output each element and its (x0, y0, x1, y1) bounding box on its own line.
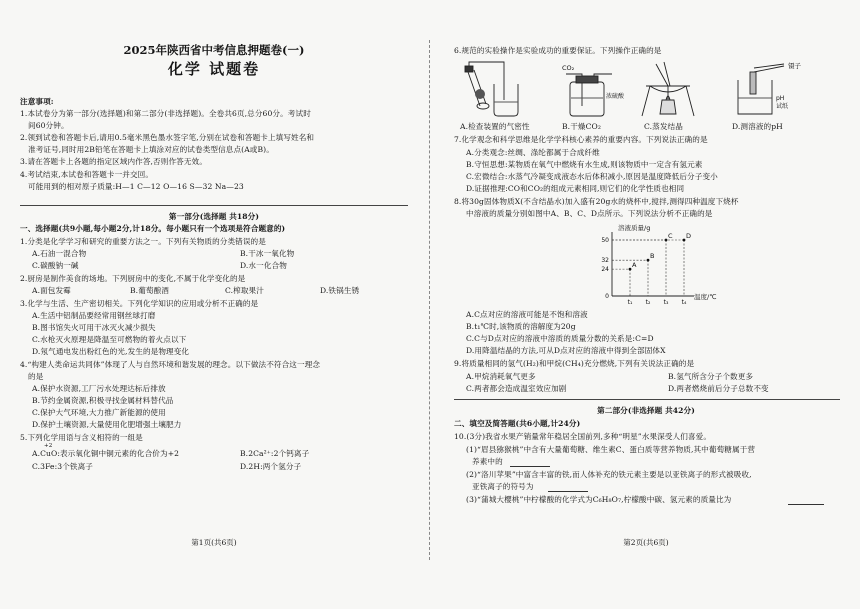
q2-option-d: D.铁锅生锈 (320, 286, 360, 295)
chart-point (683, 239, 686, 242)
section1-heading: 一、选择题(共9小题,每小题2分,计18分。每小题只有一个选项是符合题意的) (20, 224, 286, 233)
label-tweezer: 镊子 (788, 62, 801, 70)
q7-option-b: B.守恒思想:某物质在氧气中燃烧有水生成,则该物质中一定含有氢元素 (466, 160, 703, 169)
chart-point (629, 268, 632, 271)
chart-point-label: D (686, 232, 692, 240)
q1-option-b: B.干冰一氧化物 (240, 249, 295, 258)
subject-title: 化学 试题卷 (167, 60, 261, 78)
label-acid: 浓硫酸 (606, 93, 625, 100)
right-page (432, 0, 860, 609)
q8-option-b: B.t₁℃时,该物质的溶解度为20g (466, 322, 576, 331)
q4-stem: 4.“构建人类命运共同体”体现了人与自然环境和谐发展的理念。以下做法不符合这一理念 (20, 360, 321, 369)
q4-stem-cont: 的是 (28, 372, 44, 381)
q7-option-c: C.宏微结合:水蒸气冷凝变成液态水后体积减小,原因是温度降低后分子变小 (466, 172, 718, 181)
q5-option-d: D.2H:两个氢分子 (240, 462, 302, 471)
section2-heading: 二、填空及简答题(共6小题,计24分) (454, 419, 581, 428)
chart-x-tick-label: t₄ (681, 299, 687, 304)
q10-sub2: (2)“洛川苹果”中富含丰富的铁,而人体补充的铁元素主要是以亚铁离子的形式被吸收, (466, 470, 752, 479)
q3-stem: 3.化学与生活、生产密切相关。下列化学知识的应用或分析不正确的是 (20, 299, 259, 308)
q8-stem: 8.将30g固体物质X(不含结晶水)加入盛有20g水的烧杯中,搅拌,测得四种温度下烧杯 (454, 197, 739, 206)
q5-option-c: C.3Fe:3个铁离子 (32, 462, 93, 471)
q4-option-d: D.保护土壤资源,大量使用化肥增强土壤肥力 (32, 420, 182, 429)
chart-x-tick-label: t₁ (627, 299, 633, 304)
apparatus-a-airtightness (465, 62, 518, 116)
q8-solution-mass-chart (582, 222, 732, 304)
apparatus-d-ph-test (738, 61, 802, 114)
q6-option-d: D.测溶液的pH (732, 122, 783, 131)
q3-option-c: C.水枪灭火原理是降温至可燃物的着火点以下 (32, 335, 187, 344)
q10-sub2-cont: 亚铁离子的符号为 (472, 482, 534, 491)
divider (454, 399, 840, 400)
notice-line: 1.本试卷分为第一部分(选择题)和第二部分(非选择题)。全卷共6页,总分60分。考试时 (20, 109, 311, 118)
notice-heading: 注意事项: (20, 97, 54, 106)
page-footer: 第1页(共6页) (191, 538, 237, 547)
answer-blank (510, 466, 550, 467)
q9-option-c: C.两者都会造成温室效应加剧 (466, 384, 567, 393)
q8-option-d: D.用降温结晶的方法,可从D点对应的溶液中得到全部固体X (466, 346, 666, 355)
notice-line: 4.考试结束,本试卷和答题卡一并交回。 (20, 170, 154, 179)
q3-option-b: B.图书馆失火可用干冰灭火减少损失 (32, 323, 156, 332)
q9-option-d: D.两者燃烧前后分子总数不变 (668, 384, 769, 393)
q9-option-a: A.甲烷消耗氧气更多 (466, 372, 536, 381)
chart-point-label: B (650, 252, 655, 261)
exam-title: 2025年陕西省中考信息押题卷(一) (123, 43, 305, 57)
answer-blank (548, 491, 588, 492)
notice-line: 准考证号,同时用2B铅笔在答题卡上填涂对应的试卷类型信息点(A或B)。 (28, 145, 274, 154)
q10-sub1: (1)“眉县猕猴桃”中含有大量葡萄糖、维生素C、蛋白质等营养物质,其中葡萄糖属于营 (466, 445, 756, 454)
part1-heading: 第一部分(选择题 共18分) (168, 212, 260, 221)
chart-y-tick-label: 50 (601, 237, 609, 244)
q6-option-a: A.检查装置的气密性 (460, 122, 530, 131)
chart-x-tick-label: t₂ (645, 299, 651, 304)
chart-x-tick-label: t₃ (663, 299, 669, 304)
q1-stem: 1.分类是化学学习和研究的重要方法之一。下列有关物质的分类错误的是 (20, 237, 266, 246)
label-ph: pH (776, 95, 785, 102)
notice-line: 2.领到试卷和答题卡后,请用0.5毫米黑色墨水签字笔,分别在试卷和答题卡上填写姓名和 (20, 133, 315, 142)
q1-option-c: C.碳酸钠一碱 (32, 261, 79, 270)
chart-point (647, 259, 650, 262)
left-page (0, 0, 428, 609)
q5-stem: 5.下列化学用语与含义相符的一组是 (20, 433, 143, 442)
q7-option-a: A.分类观念:丝绸、涤纶都属于合成纤维 (466, 148, 600, 157)
label-co2: CO₂ (562, 64, 575, 72)
q10-sub3: (3)“蒲城大樱桃”中柠檬酸的化学式为C₆H₈O₇,柠檬酸中碳、氢元素的质量比为 (466, 495, 732, 504)
label-test-paper: 试纸 (776, 103, 789, 110)
q10-stem: 10.(3分)我省水果产销量常年稳居全国前列,多种“明星”水果深受人们喜爱。 (454, 432, 712, 441)
q2-option-c: C.榨取果汁 (225, 286, 264, 295)
q6-option-c: C.蒸发结晶 (644, 122, 683, 131)
divider (20, 205, 408, 206)
q8-option-c: C.C与D点对应的溶液中溶质的质量分数的关系是:C=D (466, 334, 654, 343)
q5-option-b: B.2Ca²⁺:2个钙离子 (240, 449, 310, 458)
chart-y-tick-label: 24 (601, 266, 609, 274)
apparatus-c-evaporation (642, 62, 694, 116)
q3-option-d: D.氖气通电发出粉红色的光,发生的是物理变化 (32, 347, 190, 356)
chart-ylabel: 溶液质量/g (618, 224, 651, 232)
q2-option-b: B.葡萄酿酒 (130, 286, 169, 295)
chart-y-tick-label: 0 (605, 293, 609, 300)
q6-apparatus-figures (454, 60, 834, 126)
notice-line: 3.请在答题卡上各题的指定区域内作答,否则作答无效。 (20, 157, 207, 166)
q1-option-d: D.水一化合物 (240, 261, 287, 270)
chart-y-tick-label: 32 (601, 257, 609, 265)
q8-stem-cont: 中溶液的质量分别如图中A、B、C、D点所示。下列说法分析不正确的是 (466, 209, 713, 218)
page-footer: 第2页(共6页) (623, 538, 669, 547)
q9-stem: 9.将质量相同的氢气(H₂)和甲烷(CH₄)充分燃烧,下列有关说法正确的是 (454, 359, 695, 368)
apparatus-b-drying (562, 64, 625, 116)
part2-heading: 第二部分(非选择题 共42分) (597, 406, 695, 415)
q4-option-b: B.节约金属资源,积极寻找金属材料替代品 (32, 396, 174, 405)
q4-option-a: A.保护水资源,工厂污水处理达标后排放 (32, 384, 166, 393)
q3-option-a: A.生活中铝制品要经常用钢丝球打磨 (32, 311, 156, 320)
q2-option-a: A.面包发霉 (32, 286, 71, 295)
chart-xlabel: 温度/℃ (694, 293, 717, 301)
q7-option-d: D.证据推理:CO和CO₂的组成元素相同,则它们的化学性质也相同 (466, 184, 685, 193)
q5-superscript: +2 (44, 443, 53, 449)
q1-option-a: A.石油一混合物 (32, 249, 87, 258)
answer-blank (788, 504, 824, 505)
q5-option-a: A.CuO:表示氧化铜中铜元素的化合价为+2 (32, 449, 180, 458)
chart-point-label: A (632, 261, 637, 270)
q9-option-b: B.氢气所含分子个数更多 (668, 372, 754, 381)
atomic-masses: 可能用到的相对原子质量:H—1 C—12 O—16 S—32 Na—23 (28, 182, 244, 191)
page-divider (429, 40, 430, 560)
q10-sub1-cont: 养素中的 (472, 457, 503, 466)
q6-stem: 6.规范的实验操作是实验成功的重要保证。下列操作正确的是 (454, 46, 662, 55)
q8-option-a: A.C点对应的溶液可能是不饱和溶液 (466, 310, 588, 319)
q4-option-c: C.保护大气环境,大力推广新能源的使用 (32, 408, 166, 417)
notice-line: 间60分钟。 (28, 121, 69, 130)
q2-stem: 2.厨房是制作美食的场地。下列厨房中的变化,不属于化学变化的是 (20, 274, 246, 283)
chart-point-label: C (668, 232, 673, 240)
q7-stem: 7.化学观念和科学思维是化学学科核心素养的重要内容。下列说法正确的是 (454, 135, 708, 144)
q6-option-b: B.干燥CO₂ (562, 122, 601, 131)
